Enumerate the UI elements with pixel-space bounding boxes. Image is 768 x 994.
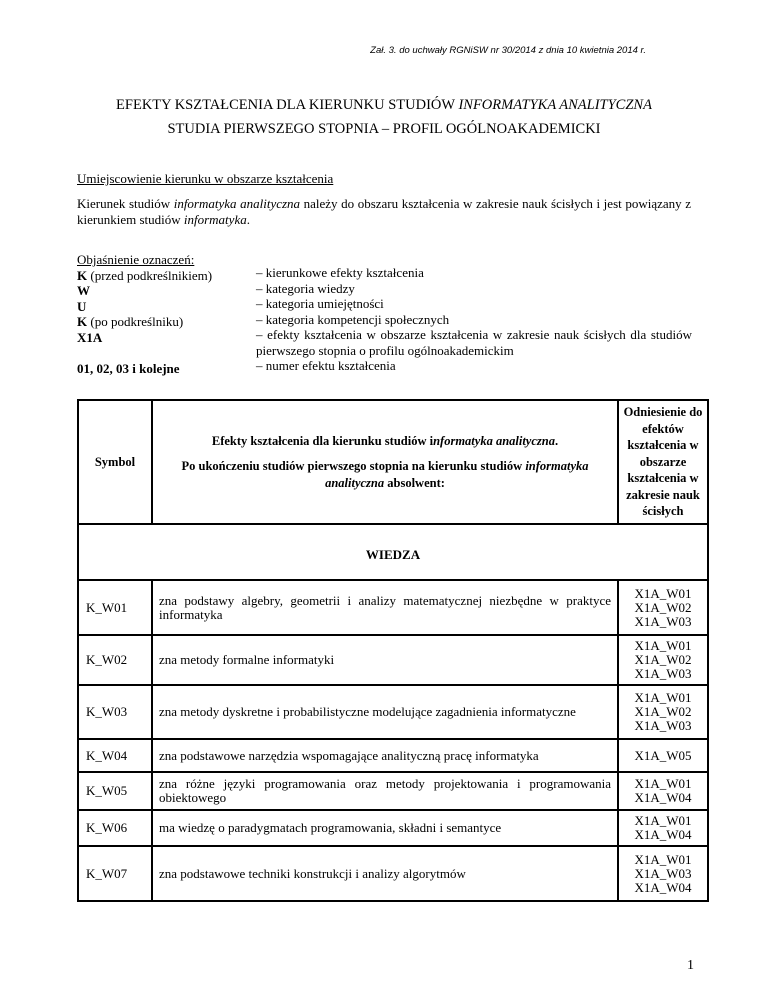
reference-code: X1A_W01 xyxy=(634,690,692,705)
outcome-description: zna podstawy algebry, geometrii i analizy matematycznej niezbędne w praktyce informatyka xyxy=(152,580,618,635)
legend-desc: – kategoria umiejętności xyxy=(256,296,384,311)
legend-heading: Objaśnienie oznaczeń: xyxy=(77,252,195,267)
table-row xyxy=(78,685,708,739)
reference-code: X1A_W03 xyxy=(634,718,692,733)
legend-desc: – kategoria wiedzy xyxy=(256,280,355,296)
reference-code: X1A_W02 xyxy=(634,652,692,667)
learning-outcomes-table xyxy=(77,399,709,902)
para-italic-1: informatyka analityczna xyxy=(173,196,301,211)
title-prefix: EFEKTY KSZTAŁCENIA DLA KIERUNKU STUDIÓW xyxy=(116,97,459,113)
legend-code: X1A xyxy=(77,329,103,345)
table-body xyxy=(78,524,708,901)
reference-code: X1A_W04 xyxy=(634,790,692,805)
header-italic: informatyka analityczna xyxy=(325,458,589,490)
outcome-symbol: K_W06 xyxy=(78,810,152,846)
legend-desc: – efekty kształcenia w obszarze kształcenia w zakresie nauk ścisłych dla studiów pierwszego stopnia o profilu ogólnoakademickim xyxy=(256,327,692,358)
title-field-name: INFORMATYKA ANALITYCZNA xyxy=(458,97,652,113)
outcome-symbol: K_W02 xyxy=(78,635,152,685)
table-row xyxy=(78,810,708,846)
legend-spacer xyxy=(77,345,257,361)
outcome-symbol: K_W05 xyxy=(78,772,152,810)
page-number: 1 xyxy=(687,958,694,973)
outcome-references xyxy=(618,739,708,772)
annex-note: Zał. 3. do uchwały RGNiSW nr 30/2014 z dnia 10 kwietnia 2014 r. xyxy=(370,45,646,56)
header-desc-line2 xyxy=(159,458,611,492)
reference-code: X1A_W05 xyxy=(634,747,692,763)
section-wiedza: WIEDZA xyxy=(78,524,708,580)
legend-note: (po podkreślniku) xyxy=(87,314,184,329)
reference-code: X1A_W01 xyxy=(634,813,692,828)
outcome-description: zna podstawowe narzędzia wspomagające analityczną pracę informatyka xyxy=(152,739,618,772)
outcome-description: zna metody dyskretne i probabilistyczne modelujące zagadnienia informatyczne xyxy=(152,685,618,739)
legend-desc: – kierunkowe efekty kształcenia xyxy=(256,265,424,280)
legend-code: U xyxy=(77,298,87,314)
header-symbol: Symbol xyxy=(78,400,152,524)
outcome-description: zna różne języki programowania oraz metody projektowania i programowania obiektowego xyxy=(152,772,618,810)
outcome-references xyxy=(618,810,708,846)
outcome-symbol: K_W03 xyxy=(78,685,152,739)
legend-note: (przed podkreślnikiem) xyxy=(87,267,213,283)
document-title xyxy=(0,97,768,114)
para-italic-2: informatyka xyxy=(183,212,247,227)
header-description xyxy=(152,400,618,524)
legend-code-row xyxy=(77,268,257,284)
reference-code: X1A_W02 xyxy=(634,704,692,719)
legend-code-row xyxy=(77,283,257,299)
para-text-3: . xyxy=(246,212,250,227)
legend-descriptions xyxy=(256,265,692,374)
para-text-2: należy do obszaru kształcenia w zakresie nauk ścisłych i jest powiązany z kierunkiem studiów xyxy=(77,196,691,227)
reference-code: X1A_W01 xyxy=(634,776,692,791)
legend-code-row xyxy=(77,314,257,330)
reference-code: X1A_W04 xyxy=(634,827,692,842)
outcome-symbol: K_W01 xyxy=(78,580,152,635)
header-italic: nformatyka analityczna xyxy=(433,433,555,448)
header-gap xyxy=(159,450,611,458)
legend-desc: – kategoria kompetencji społecznych xyxy=(256,311,450,327)
document-subtitle: STUDIA PIERWSZEGO STOPNIA – PROFIL OGÓLNOAKADEMICKI xyxy=(167,121,601,137)
outcome-symbol: K_W04 xyxy=(78,739,152,772)
legend-code: 01, 02, 03 i kolejne xyxy=(77,360,180,376)
header-text: Efekty kształcenia dla kierunku studiów i xyxy=(211,433,434,448)
outcome-description: zna metody formalne informatyki xyxy=(152,635,618,685)
table-row xyxy=(78,580,708,635)
legend-code: K xyxy=(77,314,88,329)
outcome-references xyxy=(618,846,708,901)
reference-code: X1A_W03 xyxy=(634,865,692,881)
legend-code: K xyxy=(77,267,88,283)
reference-code: X1A_W04 xyxy=(634,879,692,895)
reference-code: X1A_W03 xyxy=(634,666,692,681)
outcome-references xyxy=(618,635,708,685)
intro-paragraph xyxy=(77,196,691,228)
header-text: . xyxy=(554,433,559,448)
header-desc-line1 xyxy=(159,433,611,450)
reference-code: X1A_W01 xyxy=(634,585,692,601)
section-row xyxy=(78,524,708,580)
para-text-1: Kierunek studiów xyxy=(77,196,174,211)
reference-code: X1A_W02 xyxy=(634,599,692,615)
legend-code: W xyxy=(77,283,90,298)
header-text: absolwent: xyxy=(384,475,445,490)
table-row xyxy=(78,739,708,772)
legend-code-row xyxy=(77,361,257,377)
header-reference: Odniesienie do efektów kształcenia w obszarze kształcenia w zakresie nauk ścisłych xyxy=(618,400,708,524)
legend-code-row xyxy=(77,299,257,315)
outcome-references xyxy=(618,772,708,810)
outcome-description: zna podstawowe techniki konstrukcji i analizy algorytmów xyxy=(152,846,618,901)
reference-code: X1A_W03 xyxy=(634,613,692,629)
table-row xyxy=(78,846,708,901)
section-heading: Umiejscowienie kierunku w obszarze kształcenia xyxy=(77,171,334,186)
legend-desc: – numer efektu kształcenia xyxy=(256,358,396,373)
table-header-row xyxy=(78,400,708,524)
legend-codes xyxy=(77,252,257,376)
reference-code: X1A_W01 xyxy=(634,851,692,867)
table-row xyxy=(78,635,708,685)
reference-code: X1A_W01 xyxy=(634,638,692,653)
legend-code-row xyxy=(77,330,257,346)
outcome-references xyxy=(618,685,708,739)
header-text: Po ukończeniu studiów pierwszego stopnia na kierunku studiów xyxy=(181,458,526,473)
outcome-description: ma wiedzę o paradygmatach programowania, składni i semantyce xyxy=(152,810,618,846)
outcome-symbol: K_W07 xyxy=(78,846,152,901)
outcome-references xyxy=(618,580,708,635)
table-row xyxy=(78,772,708,810)
